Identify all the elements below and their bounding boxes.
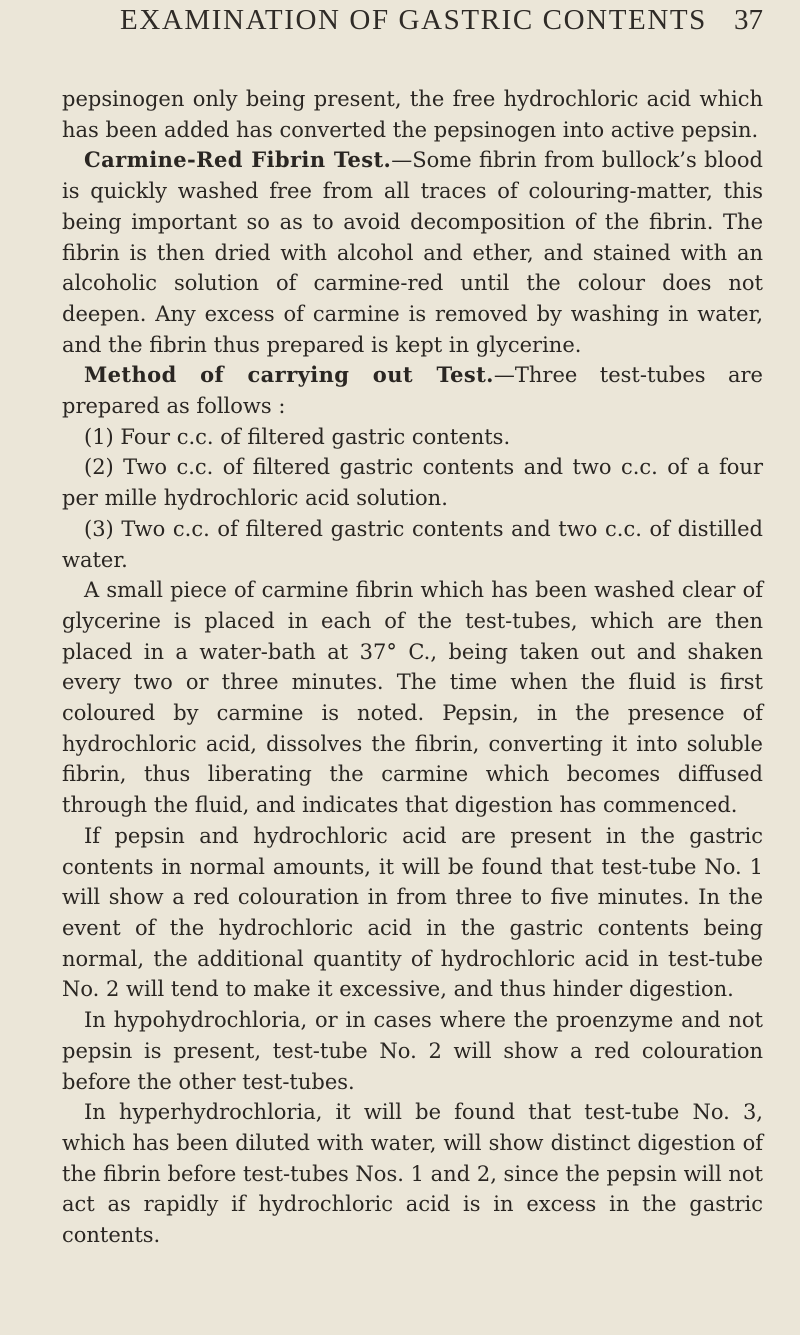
paragraph-carmine-test-text: —Some fibrin from bullock’s blood is quickly washed free from all traces of colouring-matter, this being important so as to avoid decomposition of the fibrin. The fibrin is then dried with alcohol and ether, and stained with an alcoholic solution of carmine-red until the colour does not deepen. Any excess of carmine is removed by washing in water, and the fibrin thus prepared is kept in glycerine. <box>62 148 763 357</box>
list-item-2: (2) Two c.c. of filtered gastric contents and two c.c. of a four per mille hydrochloric acid solution. <box>62 455 763 511</box>
paragraph-hypohydrochloria: In hypohydrochloria, or in cases where the proenzyme and not pepsin is present, test-tube No. 2 will show a red colouration before the other test-tubes. <box>62 1008 763 1094</box>
paragraph-continuation: pepsinogen only being present, the free hydrochloric acid which has been added has converted the pepsinogen into active pepsin. <box>62 87 763 142</box>
section-heading-method: Method of carrying out Test. <box>84 362 494 388</box>
list-item-3: (3) Two c.c. of filtered gastric contents and two c.c. of distilled water. <box>62 516 763 572</box>
paragraph-method-text: —Three test-tubes are prepared as follows : <box>62 363 763 419</box>
paragraph-carmine-test <box>62 145 763 360</box>
paragraph-hyperhydrochloria: In hyperhydrochloria, it will be found that test-tube No. 3, which has been diluted with water, will show distinct digestion of the fibrin before test-tubes Nos. 1 and 2, since the pepsin will not act as rapidly if hydrochloric acid is in excess in the gastric contents. <box>62 1100 763 1248</box>
paragraph-normal-result: If pepsin and hydrochloric acid are present in the gastric contents in normal amounts, it will be found that test-tube No. 1 will show a red colouration in from three to five minutes. In the event of the hydrochloric acid in the gastric contents being normal, the additional quantity of hydrochloric acid in test-tube No. 2 will tend to make it excessive, and thus hinder digestion. <box>62 823 763 1002</box>
list-item-1: (1) Four c.c. of filtered gastric contents. <box>84 424 511 449</box>
body-text <box>62 84 763 1251</box>
running-title: EXAMINATION OF GASTRIC CONTENTS <box>120 4 707 36</box>
page-number: 37 <box>734 4 763 36</box>
paragraph-procedure: A small piece of carmine fibrin which has been washed clear of glycerine is placed in each of the test-tubes, which are then placed in a water-bath at 37° C., being taken out and shaken every two or three minutes. The time when the fluid is first coloured by carmine is noted. Pepsin, in the presence of hydrochloric acid, dissolves the fibrin, converting it into soluble fibrin, thus liberating the carmine which becomes diffused through the fluid, and indicates that digestion has commenced. <box>62 578 763 818</box>
paragraph-method <box>62 360 763 421</box>
running-head <box>62 0 763 56</box>
section-heading-carmine-test: Carmine-Red Fibrin Test. <box>84 147 392 173</box>
